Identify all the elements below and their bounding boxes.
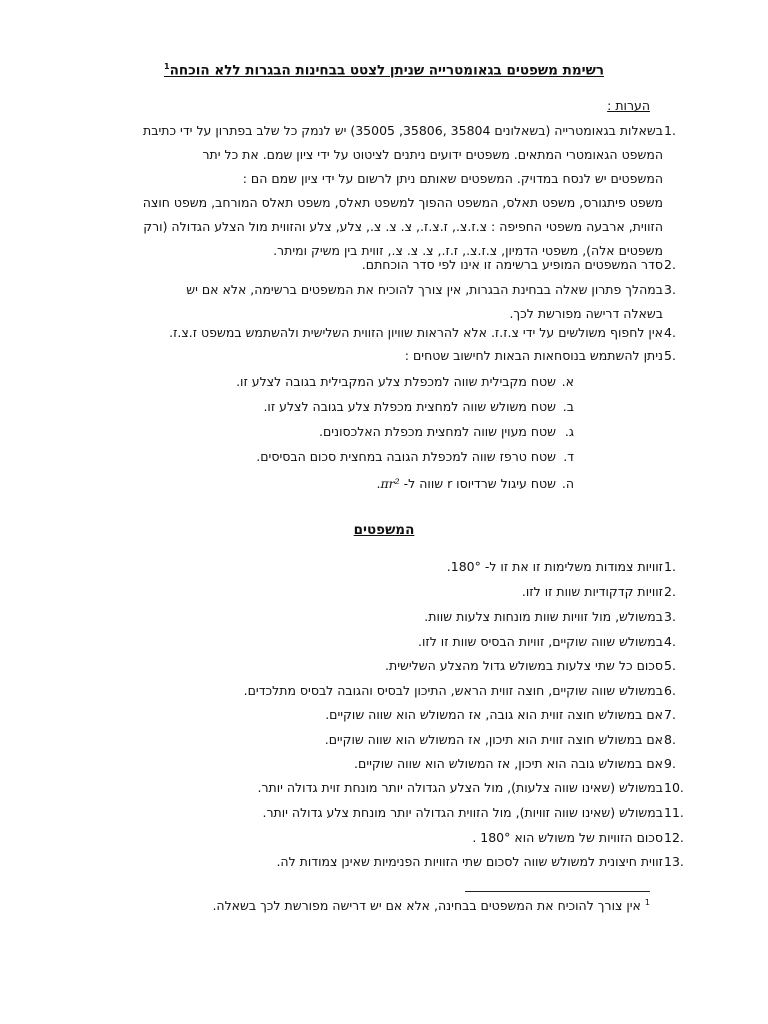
law-number: 8. [664, 732, 676, 747]
note-line: במהלך פתרון שאלה בבחינת הבגרות, אין צורך להוכיח את המשפטים ברשימה, אלא אם יש [186, 282, 663, 297]
note-line: בשאלה דרישה מפורשת לכך. [509, 306, 663, 321]
note-number: 3. [664, 282, 676, 297]
law-item [276, 850, 684, 874]
law-item [446, 555, 676, 579]
law-number: 7. [664, 707, 676, 722]
law-number: 10. [664, 780, 684, 795]
formula-letter: ב. [562, 399, 574, 414]
title-footnote-mark: 1 [164, 62, 170, 71]
note-line: סדר המשפטים המופיע ברשימה זו אינו לפי סדר הוכחתם. [361, 257, 663, 272]
area-formula-item [319, 420, 574, 444]
law-text: אם במשולש גובה הוא תיכון, אז המשולש הוא שווה שוקיים. [354, 756, 663, 771]
law-number: 9. [664, 756, 676, 771]
area-formula-item [256, 445, 574, 469]
law-number: 6. [664, 683, 676, 698]
law-item [424, 605, 676, 629]
note-line: משפט פיתגורס, משפט תאלס, המשפט ההפוך למשפט תאלס, משפט תאלס המורחב, משפט חוצה [142, 195, 663, 210]
law-item [257, 776, 684, 800]
note-item [103, 278, 676, 326]
footnote [212, 898, 650, 913]
law-number: 2. [664, 584, 676, 599]
law-number: 3. [664, 609, 676, 624]
law-text: במשולש שווה שוקיים, זוויות הבסיס שוות זו לזו. [418, 634, 663, 649]
law-number: 5. [664, 658, 676, 673]
formula-letter: א. [561, 374, 574, 389]
law-item [325, 703, 676, 727]
law-text: במשולש (שאינו שווה צלעות), מול הצלע הגדולה יותר מונחת זוית גדולה יותר. [257, 780, 663, 795]
note-line: אין לחפוף משולשים על ידי צ.ז.ז. אלא להראות שוויון הזווית השלישית ולהשתמש במשפט ז.צ.ז. [169, 325, 663, 340]
laws-section-title: המשפטים [353, 522, 415, 538]
law-text: במשולש (שאינו שווה זוויות), מול הזווית הגדולה יותר מונחת צלע גדולה יותר. [262, 805, 663, 820]
law-number: 11. [664, 805, 684, 820]
law-item [418, 630, 676, 654]
note-line: משפטים אלה), משפטי הדמיון, צ.ז.צ., ז.ז., צ. צ. צ., זווית בין משיק ומיתר. [273, 243, 663, 258]
formula-text: שטח מעוין שווה למחצית מכפלת האלכסונים. [319, 424, 556, 439]
law-text: במשולש שווה שוקיים, חוצה זווית הראש, התיכון לבסיס והגובה לבסיס מתלכדים. [243, 683, 663, 698]
law-number: 12. [664, 830, 684, 845]
formula-text: שטח מקבילית שווה למכפלת צלע המקבילית בגובה לצלע זו. [236, 374, 556, 389]
law-text: זוויות צמודות משלימות זו את זו ל- 180°. [446, 559, 663, 574]
formula-letter: ד. [563, 449, 574, 464]
law-number: 4. [664, 634, 676, 649]
law-item [262, 801, 684, 825]
law-number: 1. [664, 559, 676, 574]
note-line: ניתן להשתמש בנוסחאות הבאות לחישוב שטחים : [404, 348, 663, 363]
formula-letter: ה. [561, 476, 574, 491]
note-line: המשפטים יש לנסח במדויק. המשפטים שאותם ניתן לרשום על ידי ציון שמם הם : [242, 171, 663, 186]
note-line: בשאלות בגאומטרייה (בשאלונים 35804 ,35806, 35005) יש לנמק כל שלב בפתרון על ידי כתיבת [143, 123, 663, 138]
footnote-mark: 1 [644, 898, 650, 907]
law-text: זוויות קדקודיות שוות זו לזו. [521, 584, 663, 599]
law-text: אם במשולש חוצה זווית הוא תיכון, אז המשולש הוא שווה שוקיים. [324, 732, 663, 747]
law-text: במשולש, מול זוויות שוות מונחות צלעות שוות. [424, 609, 663, 624]
formula-text: שטח עיגול שרדיוסו r שווה ל- [403, 476, 556, 491]
formula-end: . [376, 476, 381, 491]
law-item [243, 679, 676, 703]
footnote-divider [465, 891, 650, 892]
note-item [103, 253, 676, 277]
law-text: זווית חיצונית למשולש שווה לסכום שתי הזוויות הפנימיות שאינן צמודות לה. [276, 854, 663, 869]
formula-text: שטח טרפז שווה למכפלת הגובה במחצית סכום הבסיסים. [256, 449, 556, 464]
law-number: 13. [664, 854, 684, 869]
note-item [103, 344, 676, 368]
area-formula-item [376, 472, 574, 496]
note-item [103, 321, 676, 345]
note-number: 1. [664, 123, 676, 138]
law-item [385, 654, 676, 678]
formula-text: שטח משולש שווה למחצית מכפלת צלע בגובה לצלע זו. [263, 399, 556, 414]
note-line: המשפט הגאומטרי המתאים. משפטים ידועים ניתנים לציטוט על ידי ציון שמם. את כל יתר [202, 147, 663, 162]
law-item [472, 826, 684, 850]
note-number: 2. [664, 257, 676, 272]
law-item [324, 728, 676, 752]
note-line: הזווית, ארבעה משפטי החפיפה : צ.ז.צ., ז.צ.ז., צ. צ. צ., צלע, צלע והזווית מול הצלע הגדולה (ורק [143, 219, 663, 234]
formula-letter: ג. [564, 424, 574, 439]
area-formula-item [263, 395, 574, 419]
page-title-text: רשימת משפטים בגאומטרייה שניתן לצטט בבחינות הבגרות ללא הוכחה [169, 62, 604, 79]
footnote-text: אין צורך להוכיח את המשפטים בבחינה, אלא אם יש דרישה מפורשת לכך בשאלה. [212, 898, 641, 914]
law-text: אם במשולש חוצה זווית הוא גובה, אז המשולש הוא שווה שוקיים. [325, 707, 663, 722]
area-formula-item [236, 370, 574, 394]
law-item [354, 752, 676, 776]
note-number: 4. [664, 325, 676, 340]
notes-label: הערות : [607, 98, 650, 113]
note-number: 5. [664, 348, 676, 363]
note-item [103, 119, 676, 263]
law-text: סכום כל שתי צלעות במשולש גדול מהצלע השלישית. [385, 658, 663, 673]
page-title [0, 62, 768, 79]
law-item [521, 580, 676, 604]
law-text: סכום הזוויות של משולש הוא 180° . [472, 830, 663, 845]
circle-area-formula: πr² [380, 476, 400, 491]
